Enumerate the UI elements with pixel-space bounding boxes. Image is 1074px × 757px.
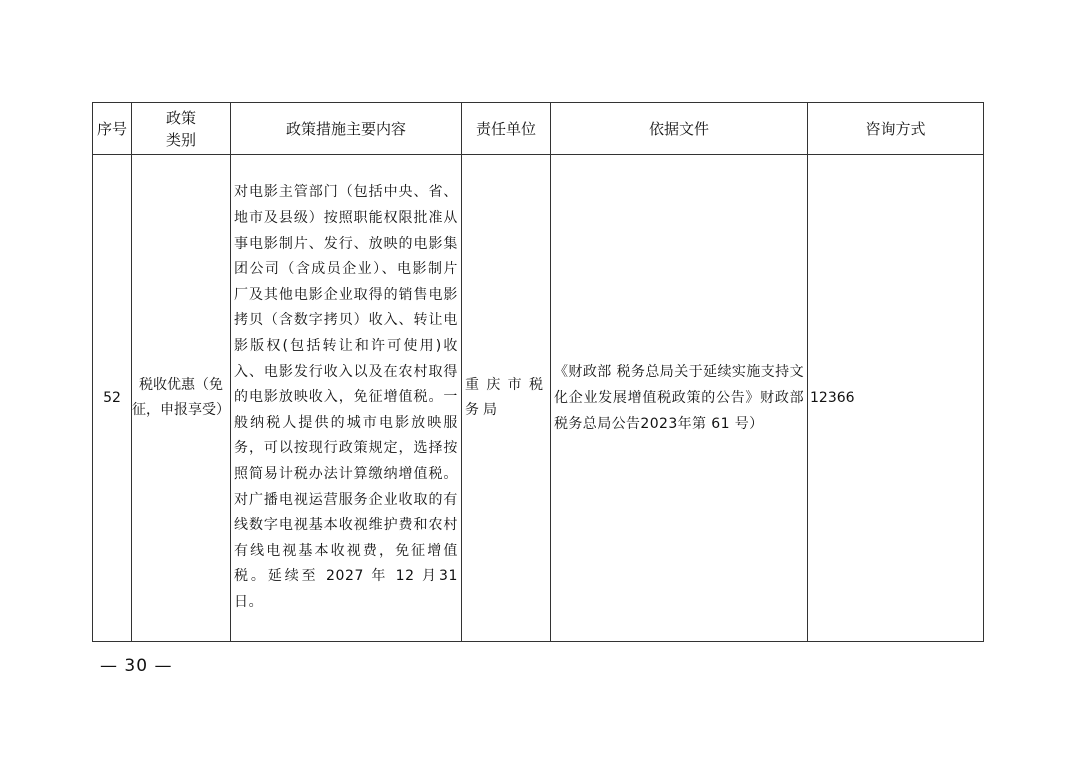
cell-index: 52 bbox=[93, 155, 132, 642]
page-number: — 30 — bbox=[100, 656, 173, 676]
cell-measures: 对电影主管部门（包括中央、省、地市及县级）按照职能权限批准从事电影制片、发行、放映的电影集团公司（含成员企业）、电影制片厂及其他电影企业取得的销售电影拷贝（含数字拷贝）收入、转让电影版权(包括转让和许可使用)收入、电影发行收入以及在农村取得的电影放映收入，免征增值税。一般纳税人提供的城市电影放映服务，可以按现行政策规定，选择按照简易计税办法计算缴纳增值税。对广播电视运营服务企业收取的有线数字电视基本收视维护费和农村有线电视基本收视费，免征增值税。延续至 2027 年 12 月31 日。 bbox=[231, 155, 462, 642]
header-row bbox=[93, 103, 984, 155]
table-header bbox=[93, 103, 984, 155]
cell-category: 税收优惠（免征，申报享受） bbox=[132, 155, 231, 642]
header-measures: 政策措施主要内容 bbox=[231, 103, 462, 155]
header-basis-document: 依据文件 bbox=[551, 103, 808, 155]
header-index: 序号 bbox=[93, 103, 132, 155]
header-category bbox=[132, 103, 231, 155]
cell-consultation: 12366 bbox=[808, 155, 984, 642]
header-responsible-unit: 责任单位 bbox=[462, 103, 551, 155]
cell-responsible-unit: 重庆市税务局 bbox=[462, 155, 551, 642]
table-row bbox=[93, 155, 984, 642]
policy-table bbox=[92, 102, 984, 642]
header-consultation: 咨询方式 bbox=[808, 103, 984, 155]
header-category-text: 政策 类别 bbox=[165, 108, 196, 149]
cell-basis-document: 《财政部 税务总局关于延续实施支持文化企业发展增值税政策的公告》财政部 税务总局公告2023年第 61 号） bbox=[551, 155, 808, 642]
